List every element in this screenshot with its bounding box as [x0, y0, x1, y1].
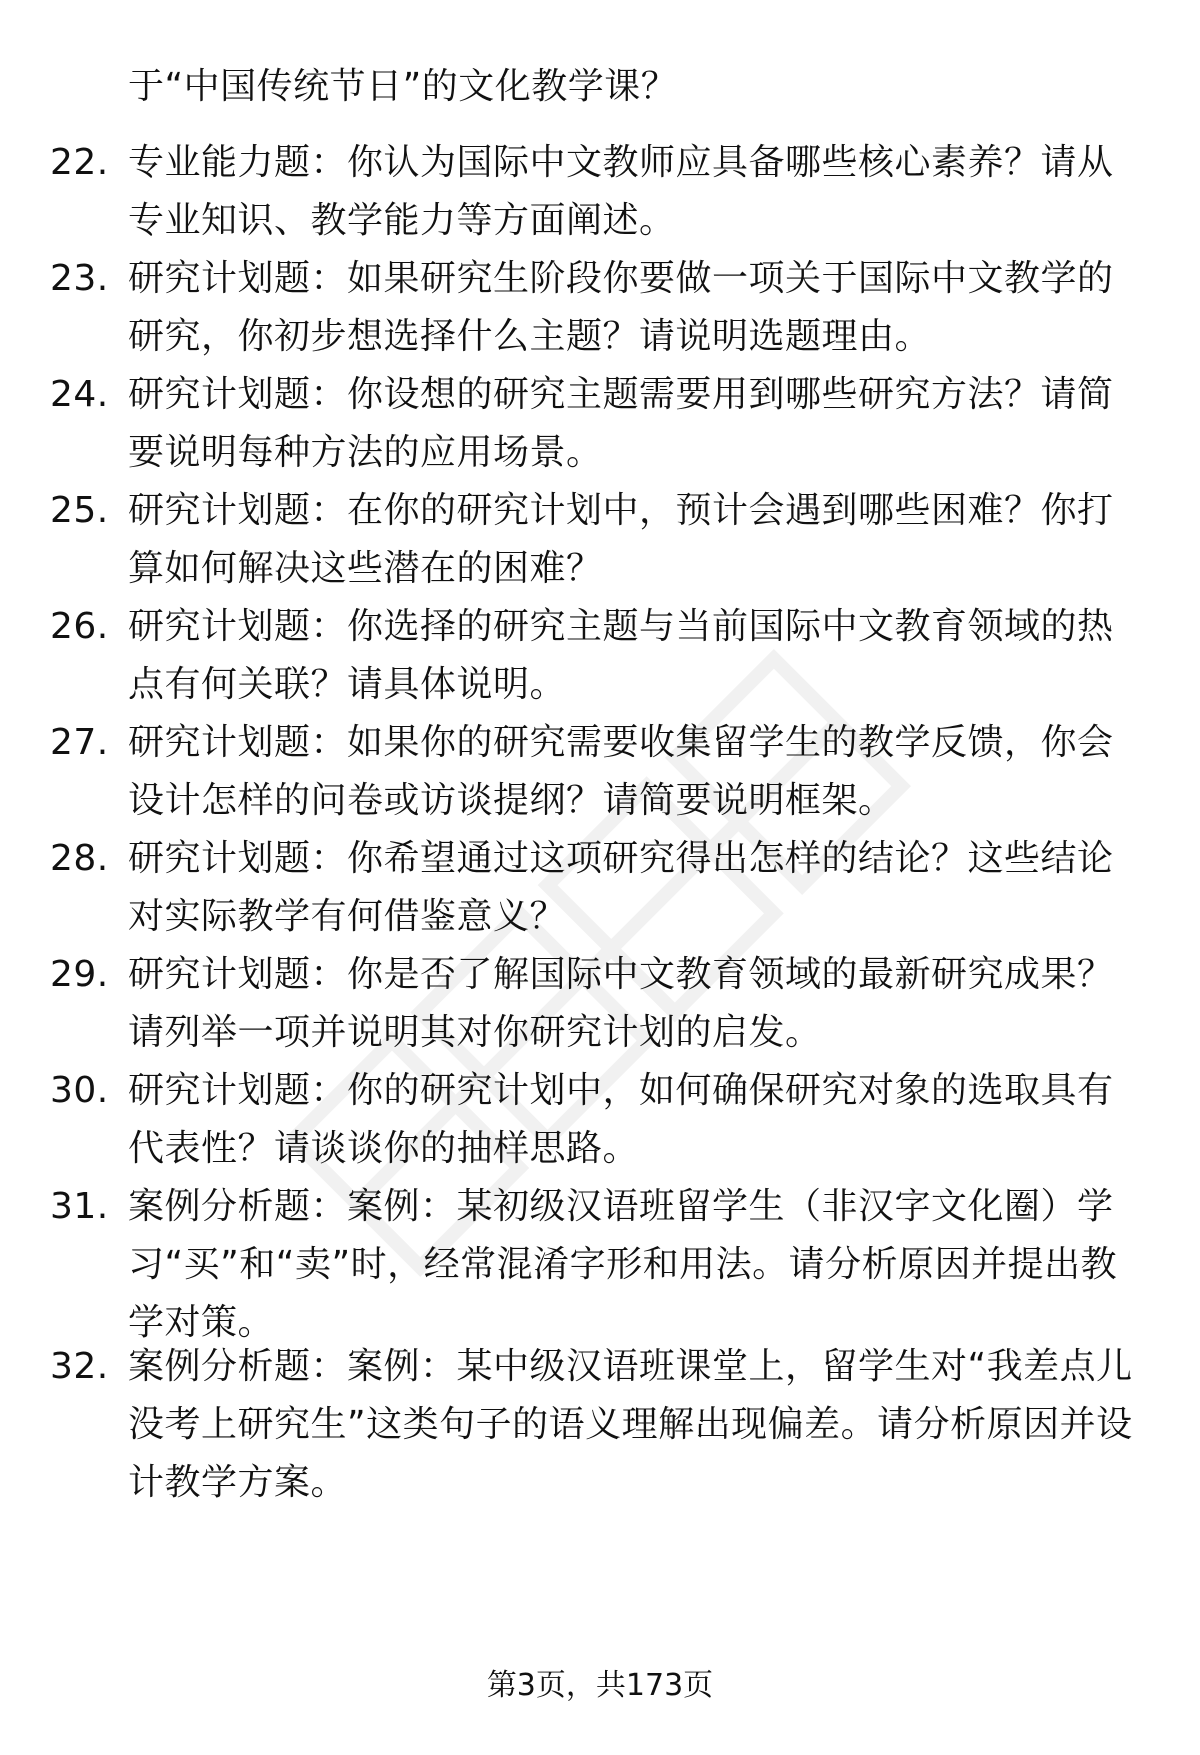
question-text: 专业能力题：你认为国际中文教师应具备哪些核心素养？请从专业知识、教学能力等方面阐述。: [128, 142, 1114, 241]
question-item: [50, 714, 1140, 830]
question-text: 研究计划题：你选择的研究主题与当前国际中文教育领域的热点有何关联？请具体说明。: [128, 606, 1114, 705]
question-text: 案例分析题：案例：某中级汉语班课堂上，留学生对“我差点儿没考上研究生”这类句子的语义理解出现偏差。请分析原因并设计教学方案。: [128, 1346, 1133, 1503]
question-number: 27.: [50, 722, 109, 763]
question-number: 23.: [50, 258, 109, 299]
question-text: 研究计划题：如果你的研究需要收集留学生的教学反馈，你会设计怎样的问卷或访谈提纲？请简要说明框架。: [128, 722, 1114, 821]
question-item: [50, 250, 1140, 366]
page-footer: 第3页，共173页: [486, 1668, 714, 1703]
question-number: 28.: [50, 838, 109, 879]
question-item: [50, 830, 1140, 946]
continuation-text: 于“中国传统节日”的文化教学课？: [128, 66, 678, 107]
question-number: 30.: [50, 1070, 109, 1111]
question-item: [50, 134, 1140, 250]
question-item: [50, 598, 1140, 714]
question-number: 26.: [50, 606, 109, 647]
question-number: 24.: [50, 374, 109, 415]
question-text: 研究计划题：你设想的研究主题需要用到哪些研究方法？请简要说明每种方法的应用场景。: [128, 374, 1114, 473]
question-text: 研究计划题：你希望通过这项研究得出怎样的结论？这些结论对实际教学有何借鉴意义？: [128, 838, 1114, 937]
question-number: 22.: [50, 142, 109, 183]
question-text: 案例分析题：案例：某初级汉语班留学生（非汉字文化圈）学习“买”和“卖”时，经常混淆字形和用法。请分析原因并提出教学对策。: [128, 1186, 1118, 1343]
question-item: [50, 482, 1140, 598]
question-item: [50, 1338, 1140, 1512]
question-item: [50, 946, 1140, 1062]
question-text: 研究计划题：在你的研究计划中，预计会遇到哪些困难？你打算如何解决这些潜在的困难？: [128, 490, 1114, 589]
question-text: 研究计划题：如果研究生阶段你要做一项关于国际中文教学的研究，你初步想选择什么主题？请说明选题理由。: [128, 258, 1114, 357]
question-text: 研究计划题：你是否了解国际中文教育领域的最新研究成果？请列举一项并说明其对你研究计划的启发。: [128, 954, 1114, 1053]
question-number: 29.: [50, 954, 109, 995]
question-number: 31.: [50, 1186, 109, 1227]
question-item: [50, 366, 1140, 482]
question-item: [50, 1178, 1140, 1352]
question-text: 研究计划题：你的研究计划中，如何确保研究对象的选取具有代表性？请谈谈你的抽样思路。: [128, 1070, 1114, 1169]
question-number: 32.: [50, 1346, 109, 1387]
question-item: [50, 1062, 1140, 1178]
question-number: 25.: [50, 490, 109, 531]
